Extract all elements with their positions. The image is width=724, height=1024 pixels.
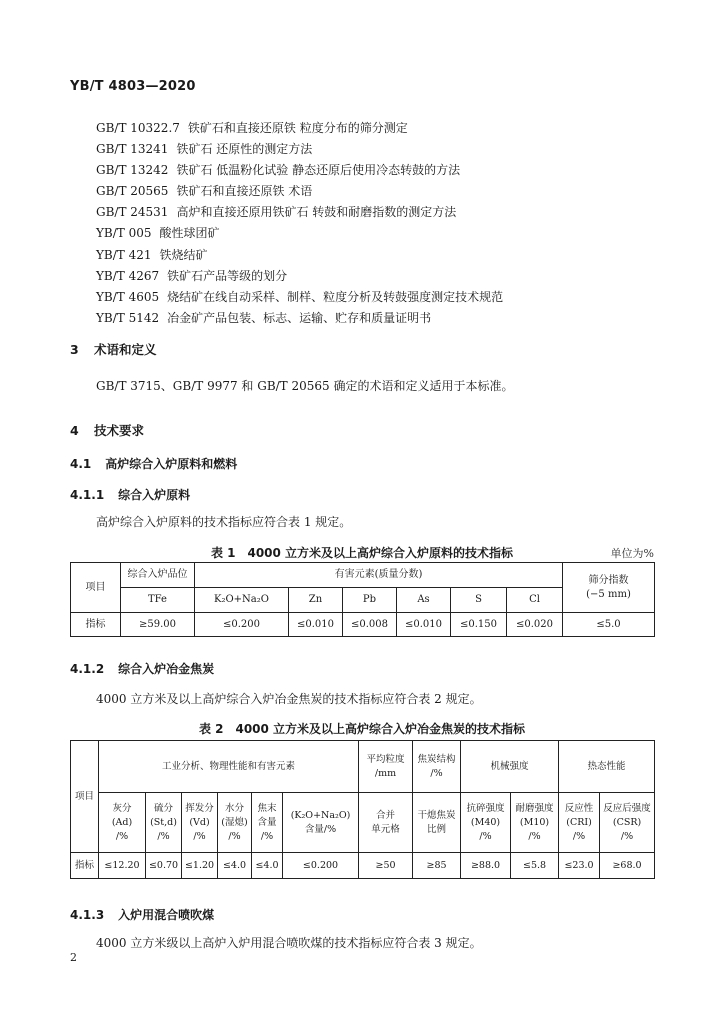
table-2-header-size — [359, 741, 413, 793]
section-4-1-1-text: 高炉综合入炉原料的技术指标应符合表 1 规定。 — [96, 515, 352, 529]
reference-title: 高炉和直接还原用铁矿石 转鼓和耐磨指数的测定方法 — [176, 205, 457, 220]
reference-title: 铁矿石 还原性的测定方法 — [176, 142, 313, 157]
reference-item — [96, 223, 503, 244]
table-2-sub-header — [559, 793, 600, 853]
table-2-cell: ≤0.70 — [146, 853, 182, 879]
table-1-sub-header: TFe — [121, 588, 195, 613]
reference-title: 铁矿石产品等级的划分 — [167, 268, 288, 283]
section-4-1-heading — [70, 455, 237, 472]
table-1 — [70, 562, 655, 637]
section-number: 4.1.3 — [70, 908, 105, 922]
table-1-header-sieve-sub: (−5 mm) — [586, 588, 631, 600]
reference-item — [96, 160, 503, 181]
section-number: 4.1.2 — [70, 662, 105, 676]
reference-item — [96, 139, 503, 160]
table-2-sub-header-line: 反应后强度 — [603, 802, 651, 814]
table-1-cell: ≤0.150 — [451, 613, 507, 637]
table-2-sub-header-line: (Vd) — [189, 816, 210, 828]
table-2-sub-header-line: /% — [193, 830, 206, 842]
table-2-sub-header — [511, 793, 559, 853]
table-2-sub-header-line: (CSR) — [612, 816, 642, 828]
table-2-header-group1: 工业分析、物理性能和有害元素 — [99, 741, 359, 793]
table-2-cell: ≤23.0 — [559, 853, 600, 879]
table-2-header-structure — [413, 741, 461, 793]
table-1-cell: ≤0.010 — [289, 613, 343, 637]
table-1-cell: ≥59.00 — [121, 613, 195, 637]
table-2-sub-header-line: /% — [528, 830, 541, 842]
table-2-sub-header-line: /% — [620, 830, 634, 842]
section-number: 4.1.1 — [70, 488, 105, 502]
table-2-sub-header-line: (Ad) — [111, 816, 133, 828]
table-2-sub-header-line: 干熄焦炭 — [417, 809, 456, 821]
table-2-sub-header-line: 含量 — [257, 816, 277, 828]
table-2-sub-header — [146, 793, 182, 853]
table-2-sub-header-line: 单元格 — [371, 823, 400, 835]
section-3-text: GB/T 3715、GB/T 9977 和 GB/T 20565 确定的术语和定义适用于本标准。 — [96, 379, 514, 393]
section-4-1-2-heading — [70, 660, 214, 677]
table-2-sub-header — [461, 793, 511, 853]
table-2-cell: ≥85 — [413, 853, 461, 879]
table-2-sub-header — [283, 793, 359, 853]
reference-code: GB/T 13242 — [96, 163, 169, 178]
table-2-sub-header-line: /% — [228, 830, 241, 842]
table-2-sub-header-line: 焦末 — [257, 802, 277, 814]
table-2 — [70, 740, 655, 879]
table-2-cell: ≥88.0 — [461, 853, 511, 879]
table-1-cell: ≤5.0 — [563, 613, 655, 637]
reference-code: GB/T 10322.7 — [96, 121, 180, 135]
section-title: 综合入炉原料 — [118, 488, 191, 502]
table-1-sub-header: As — [397, 588, 451, 613]
table-2-sub-header-line: /% — [260, 830, 274, 842]
reference-code: YB/T 5142 — [96, 310, 160, 325]
table-2-cell: ≤1.20 — [182, 853, 218, 879]
reference-code: YB/T 005 — [96, 226, 152, 241]
table-2-sub-header-line: /% — [157, 830, 170, 842]
table-2-sub-header-line: /% — [115, 830, 129, 842]
table-2-sub-header-line: 反应性 — [564, 802, 594, 814]
table-1-sub-header: Cl — [507, 588, 563, 613]
table-2-sub-header-line: 比例 — [427, 823, 447, 835]
section-number: 4 — [70, 423, 79, 438]
section-number: 3 — [70, 342, 79, 357]
table-1-row-label: 指标 — [71, 613, 121, 637]
section-title: 技术要求 — [94, 423, 145, 438]
section-title: 高炉综合入炉原料和燃料 — [105, 457, 238, 471]
table-2-header-structure-line: /% — [430, 767, 443, 779]
reference-code: YB/T 4605 — [96, 289, 160, 304]
reference-code: YB/T 421 — [96, 247, 152, 262]
table-1-sub-header: K₂O+Na₂O — [195, 588, 289, 613]
table-2-sub-header-line: /% — [572, 830, 586, 842]
reference-title: 酸性球团矿 — [159, 226, 220, 241]
reference-item — [96, 181, 503, 202]
section-4-1-3-heading — [70, 906, 214, 923]
table-2-header-size-line: 平均粒度 — [366, 753, 405, 765]
table-2-sub-header-line: 耐磨强度 — [515, 802, 554, 814]
table-1-caption: 表 1 4000 立方米及以上高炉综合入炉原料的技术指标 — [210, 546, 514, 560]
reference-item — [96, 118, 503, 139]
table-2-sub-header — [182, 793, 218, 853]
reference-code: YB/T 4267 — [96, 268, 160, 283]
table-2-sub-header-line: 灰分 — [112, 802, 132, 814]
table-2-sub-header — [99, 793, 146, 853]
section-4-1-1-heading — [70, 486, 190, 503]
table-2-header-hot: 热态性能 — [559, 741, 655, 793]
table-2-row-label: 指标 — [71, 853, 99, 879]
table-2-header-item: 项目 — [71, 741, 99, 853]
standard-code-header: YB/T 4803—2020 — [70, 79, 196, 94]
table-2-sub-header — [413, 793, 461, 853]
table-1-cell: ≤0.200 — [195, 613, 289, 637]
table-2-sub-header — [600, 793, 655, 853]
table-1-sub-header: S — [451, 588, 507, 613]
section-4-1-3-text: 4000 立方米级以上高炉入炉用混合喷吹煤的技术指标应符合表 3 规定。 — [96, 936, 482, 950]
table-2-sub-header-line: 硫分 — [153, 802, 173, 814]
table-2-sub-header-line: (湿熄) — [221, 816, 248, 828]
table-2-caption: 表 2 4000 立方米及以上高炉综合入炉冶金焦炭的技术指标 — [198, 722, 526, 736]
section-title: 综合入炉冶金焦炭 — [118, 662, 215, 676]
table-2-sub-header-line: (St,d) — [150, 816, 177, 828]
table-1-header-harmful: 有害元素(质量分数) — [195, 563, 563, 588]
section-4-1-2-text: 4000 立方米及以上高炉综合入炉冶金焦炭的技术指标应符合表 2 规定。 — [96, 692, 482, 706]
reference-title: 烧结矿在线自动采样、制样、粒度分析及转鼓强度测定技术规范 — [167, 289, 504, 304]
table-1-header-sieve — [563, 563, 655, 613]
table-1-header-grade: 综合入炉品位 — [121, 563, 195, 588]
table-2-sub-header-line: 合并 — [376, 809, 396, 821]
section-title: 入炉用混合喷吹煤 — [118, 908, 215, 922]
table-2-cell: ≤4.0 — [252, 853, 283, 879]
section-number: 4.1 — [70, 457, 92, 471]
table-2-cell: ≤4.0 — [218, 853, 252, 879]
table-2-header-structure-line: 焦炭结构 — [417, 753, 456, 765]
reference-title: 铁矿石 低温粉化试验 静态还原后使用冷态转鼓的方法 — [176, 163, 461, 178]
table-2-sub-header-line: (K₂O+Na₂O) — [290, 809, 351, 821]
table-2-header-size-line: /mm — [374, 767, 397, 779]
table-1-header-sieve-title: 筛分指数 — [588, 574, 629, 586]
normative-references-list — [96, 118, 503, 329]
table-2-cell: ≤0.200 — [283, 853, 359, 879]
table-2-sub-header-line: (CRI) — [566, 816, 592, 828]
table-2-cell: ≥50 — [359, 853, 413, 879]
table-2-sub-header-line: 抗碎强度 — [466, 802, 505, 814]
reference-item — [96, 202, 503, 223]
table-2-sub-header-line: 水分 — [224, 802, 244, 814]
reference-code: GB/T 20565 — [96, 184, 169, 199]
table-2-sub-header-line: 含量/% — [304, 823, 337, 835]
reference-title: 铁矿石和直接还原铁 粒度分布的筛分测定 — [187, 121, 408, 135]
table-2-sub-header — [252, 793, 283, 853]
table-2-sub-header-line: /% — [479, 830, 492, 842]
page-number: 2 — [70, 951, 77, 964]
reference-item — [96, 266, 503, 287]
section-4-heading — [70, 421, 144, 439]
table-1-unit: 单位为% — [610, 547, 654, 560]
table-1-sub-header: Pb — [343, 588, 397, 613]
table-1-cell: ≤0.008 — [343, 613, 397, 637]
table-2-cell: ≤12.20 — [99, 853, 146, 879]
reference-item — [96, 308, 503, 329]
reference-title: 铁烧结矿 — [159, 247, 208, 262]
table-2-sub-header — [218, 793, 252, 853]
reference-item — [96, 287, 503, 308]
table-1-cell: ≤0.010 — [397, 613, 451, 637]
reference-title: 铁矿石和直接还原铁 术语 — [176, 184, 313, 199]
table-2-sub-header — [359, 793, 413, 853]
table-1-cell: ≤0.020 — [507, 613, 563, 637]
table-2-sub-header-line: (M40) — [470, 816, 501, 828]
section-3-heading — [70, 340, 157, 358]
table-2-cell: ≥68.0 — [600, 853, 655, 879]
table-1-sub-header: Zn — [289, 588, 343, 613]
table-1-header-item: 项目 — [71, 563, 121, 613]
table-2-header-mechanical: 机械强度 — [461, 741, 559, 793]
reference-code: GB/T 24531 — [96, 205, 169, 220]
reference-title: 冶金矿产品包装、标志、运输、贮存和质量证明书 — [167, 310, 432, 325]
reference-code: GB/T 13241 — [96, 142, 169, 157]
reference-item — [96, 245, 503, 266]
table-2-sub-header-line: 挥发分 — [185, 802, 214, 814]
section-title: 术语和定义 — [94, 342, 157, 357]
table-2-cell: ≤5.8 — [511, 853, 559, 879]
table-2-sub-header-line: (M10) — [519, 816, 550, 828]
